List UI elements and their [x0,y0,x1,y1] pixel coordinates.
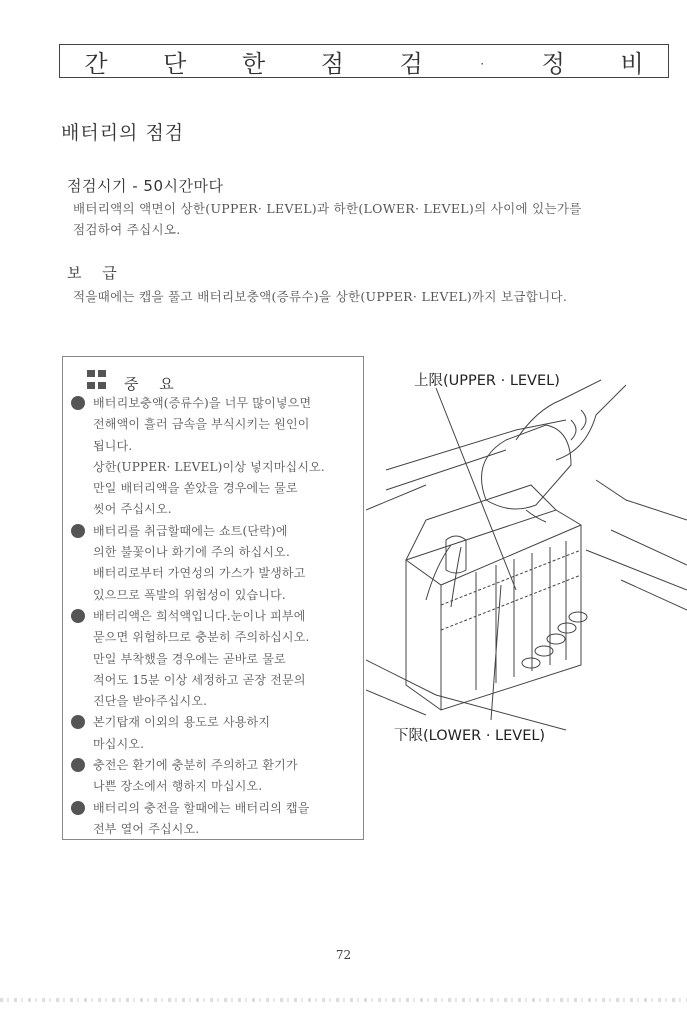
caution-line: 충전은 환기에 충분히 주의하고 환기가 [93,758,298,773]
bullet-icon [71,715,85,729]
page-title: 간 단 한 점 검 · 정 비 [84,49,668,78]
caution-header [87,365,182,394]
scan-noise-strip [0,998,687,1002]
caution-line: 배터리를 취급할때에는 쇼트(단락)에 [93,523,288,538]
caution-item [71,606,363,712]
caution-line: 있으므로 폭발의 위험성이 있습니다. [93,587,286,602]
caution-line: 나쁜 장소에서 행하지 마십시오. [93,779,263,794]
check-interval-text [73,198,582,240]
caution-item [71,712,363,755]
battery-illustration [366,360,687,760]
caution-line: 전해액이 흘러 금속을 부식시키는 원인이 [93,417,310,432]
caution-line: 배터리의 충전을 할때에는 배터리의 캡을 [93,800,310,815]
bullet-icon [71,524,85,538]
refill-text [73,286,567,307]
bullet-icon [71,609,85,623]
caution-line: 전부 열어 주십시오. [93,821,200,836]
page-number: 72 [335,948,352,962]
lower-level-label: 下限(LOWER · LEVEL) [394,728,546,744]
caution-squares-icon [87,370,106,389]
caution-item [71,755,363,798]
bullet-icon [71,396,85,410]
caution-line: 만일 배터리액을 쏟았을 경우에는 물로 [93,481,298,496]
caution-item [71,521,363,606]
check-interval-heading: 점검시기 - 50시간마다 [67,177,224,195]
caution-line: 만일 부착했을 경우에는 곧바로 물로 [93,651,286,666]
caution-line: 상한(UPPER· LEVEL)이상 넣지마십시오. [93,459,325,474]
caution-line: 배터리보충액(증류수)을 너무 많이넣으면 [93,396,312,410]
caution-box [62,356,364,840]
caution-line: 의한 불꽃이나 화기에 주의 하십시오. [93,545,290,560]
section-title: 배터리의 점검 [61,122,185,144]
caution-line: 마십시오. [93,736,145,751]
caution-line: 배터리로부터 가연성의 가스가 발생하고 [93,566,306,581]
bullet-icon [71,758,85,772]
refill-heading: 보 급 [67,264,125,282]
caution-line: 진단을 받아주십시오. [93,694,208,709]
caution-line: 씻어 주십시오. [93,502,172,517]
caution-line: 본기탑재 이외의 용도로 사용하지 [93,715,271,730]
caution-item [71,393,363,521]
caution-item [71,798,363,841]
caution-line: 적어도 15분 이상 세정하고 곧장 전문의 [93,672,306,687]
upper-level-label: 上限(UPPER · LEVEL) [414,373,560,389]
caution-line: 배터리액은 희석액입니다.눈이나 피부에 [93,608,306,623]
caution-line: 묻으면 위험하므로 충분히 주의하십시오. [93,630,310,645]
bullet-icon [71,801,85,815]
refill-line: 적을때에는 캡을 풀고 배터리보충액(증류수)을 상한(UPPER· LEVEL)까지 보급합니다. [73,289,568,304]
page-title-box [59,44,669,78]
caution-line: 됩니다. [93,438,133,453]
check-interval-line: 점검하여 주십시오. [73,222,181,237]
battery-refill-drawing [366,360,687,760]
check-interval-line: 배터리액의 액면이 상한(UPPER· LEVEL)과 하한(LOWER· LEVEL)의 사이에 있는가를 [73,201,582,216]
caution-title: 중 요 [124,375,182,393]
caution-list [71,393,363,840]
